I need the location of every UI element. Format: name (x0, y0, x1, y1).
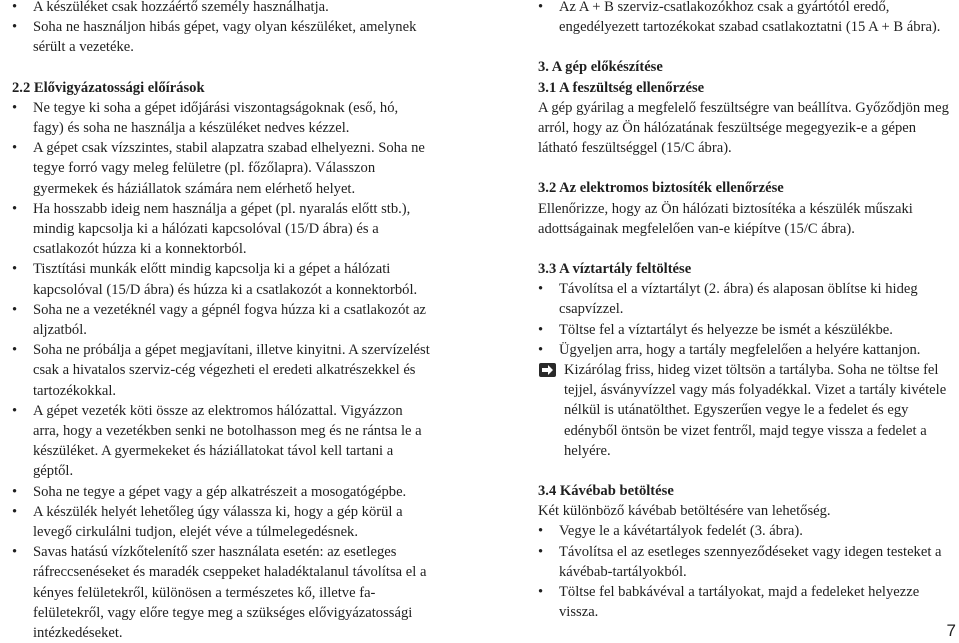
list-item: • Savas hatású vízkőtelenítő szer használata esetén: az esetleges ráfreccsenéseket és maradék cseppeket haladéktalanul távolítsa el a kényes felületekről, különösen a természetes kő, illetve fa-felületekről, vagy előre tegye meg a szükséges elővigyázatossági intézkedéseket. (12, 544, 427, 642)
section-heading-3-1: 3.1 A feszültség ellenőrzése (538, 79, 705, 96)
left-column (12, 0, 430, 643)
list-item: • Soha ne a vezetéknél vagy a gépnél fogva húzza ki a csatlakozót az aljzatból. (12, 301, 427, 339)
paragraph: Ellenőrizze, hogy az Ön hálózati biztosítéka a készülék műszaki adottságainak megfelelően van-e kiépítve (15/C ábra). (538, 200, 913, 237)
section-heading-3-3: 3.3 A víztartály feltöltése (538, 261, 692, 278)
list-item: • Ügyeljen arra, hogy a tartály megfelelően a helyére kattanjon. (538, 341, 921, 358)
list-item: • A készüléket csak hozzáértő személy használhatja. (12, 0, 329, 15)
list-item: • Az A + B szerviz-csatlakozókhoz csak a gyártótól eredő, engedélyezett tartozékokat szabad csatlakoztatni (15 A + B ábra). (538, 0, 941, 36)
right-column (538, 0, 956, 622)
list-item: • Ha hosszabb ideig nem használja a gépet (pl. nyaralás előtt stb.), mindig kapcsolja ki a hálózati kapcsolóval (15/D ábra) és a csatlakozót húzza ki a konnektorból. (12, 200, 411, 258)
list-item: • Töltse fel babkávéval a tartályokat, majd a fedeleket helyezze vissza. (538, 584, 920, 621)
list-item: • Soha ne tegye a gépet vagy a gép alkatrészeit a mosogatógépbe. (12, 483, 407, 500)
arrow-right-icon (539, 363, 556, 377)
section-heading-2-2: 2.2 Elővigyázatossági előírások (12, 79, 205, 96)
list-item: • A gépet csak vízszintes, stabil alapzatra szabad elhelyezni. Soha ne tegye forró vagy meleg felületre (pl. főzőlapra). Válasszon gyermekek és háziállatok számára nem elérhető helyet. (12, 140, 425, 197)
paragraph: Két különböző kávébab betöltésére van lehetőség. (538, 503, 831, 520)
list-item: • Töltse fel a víztartályt és helyezze be ismét a készülékbe. (538, 321, 893, 338)
list-item: • Soha ne próbálja a gépet megjavítani, illetve kinyitni. A szervízelést csak a hivatalos szerviz-cég végezheti el eredeti alkatrészekkel és tartozékokkal. (12, 342, 430, 399)
list-item: • Vegye le a kávétartályok fedelét (3. ábra). (538, 523, 803, 540)
page-number: 7 (946, 620, 956, 640)
list-item: • Tisztítási munkák előtt mindig kapcsolja ki a gépet a hálózati kapcsolóval (15/D ábra) és húzza ki a csatlakozót a konnektorból. (12, 261, 418, 298)
list-item: • Távolítsa el a víztartályt (2. ábra) és alaposan öblítse ki hideg csapvízzel. (538, 281, 918, 318)
list-item: • Távolítsa el az esetleges szennyeződéseket vagy idegen testeket a kávébab-tartályokból. (538, 543, 942, 580)
section-heading-3-4: 3.4 Kávébab betöltése (538, 483, 674, 500)
list-item: • A készülék helyét lehetőleg úgy válassza ki, hogy a gép körül a levegő cirkulálni tudjon, elejét véve a túlmelegedésnek. (12, 503, 403, 541)
section-heading-3-2: 3.2 Az elektromos biztosíték ellenőrzése (538, 180, 784, 197)
note: Kizárólag friss, hideg vizet töltsön a tartályba. Soha ne töltse fel tejjel, ásványvízzel vagy más folyadékkal. Vizet a tartály kivétele nélkül is utánatölthet. Egyszerűen vegye le a fedelet és egy edényből öntsön be vizet fentről, majd tegye vissza a fedelet a helyére. (538, 360, 956, 461)
list-item: • Ne tegye ki soha a gépet időjárási viszontagságoknak (eső, hó, fagy) és soha ne használja a készüléket nedves kézzel. (12, 99, 399, 137)
list-item: • A gépet vezeték köti össze az elektromos hálózattal. Vigyázzon arra, hogy a vezetékben senki ne botolhasson meg és ne rántsa le a készüléket. A gyermekeket és háziállatokat távol kell tartani a géptől. (12, 402, 422, 480)
list-item: • Soha ne használjon hibás gépet, vagy olyan készüléket, amelynek sérült a vezetéke. (12, 19, 417, 56)
section-heading-3: 3. A gép előkészítése (538, 59, 663, 76)
paragraph: A gép gyárilag a megfelelő feszültségre van beállítva. Győződjön meg arról, hogy az Ön hálózatának feszültsége megegyezik-e a gépen látható feszültséggel (15/C ábra). (538, 99, 949, 157)
